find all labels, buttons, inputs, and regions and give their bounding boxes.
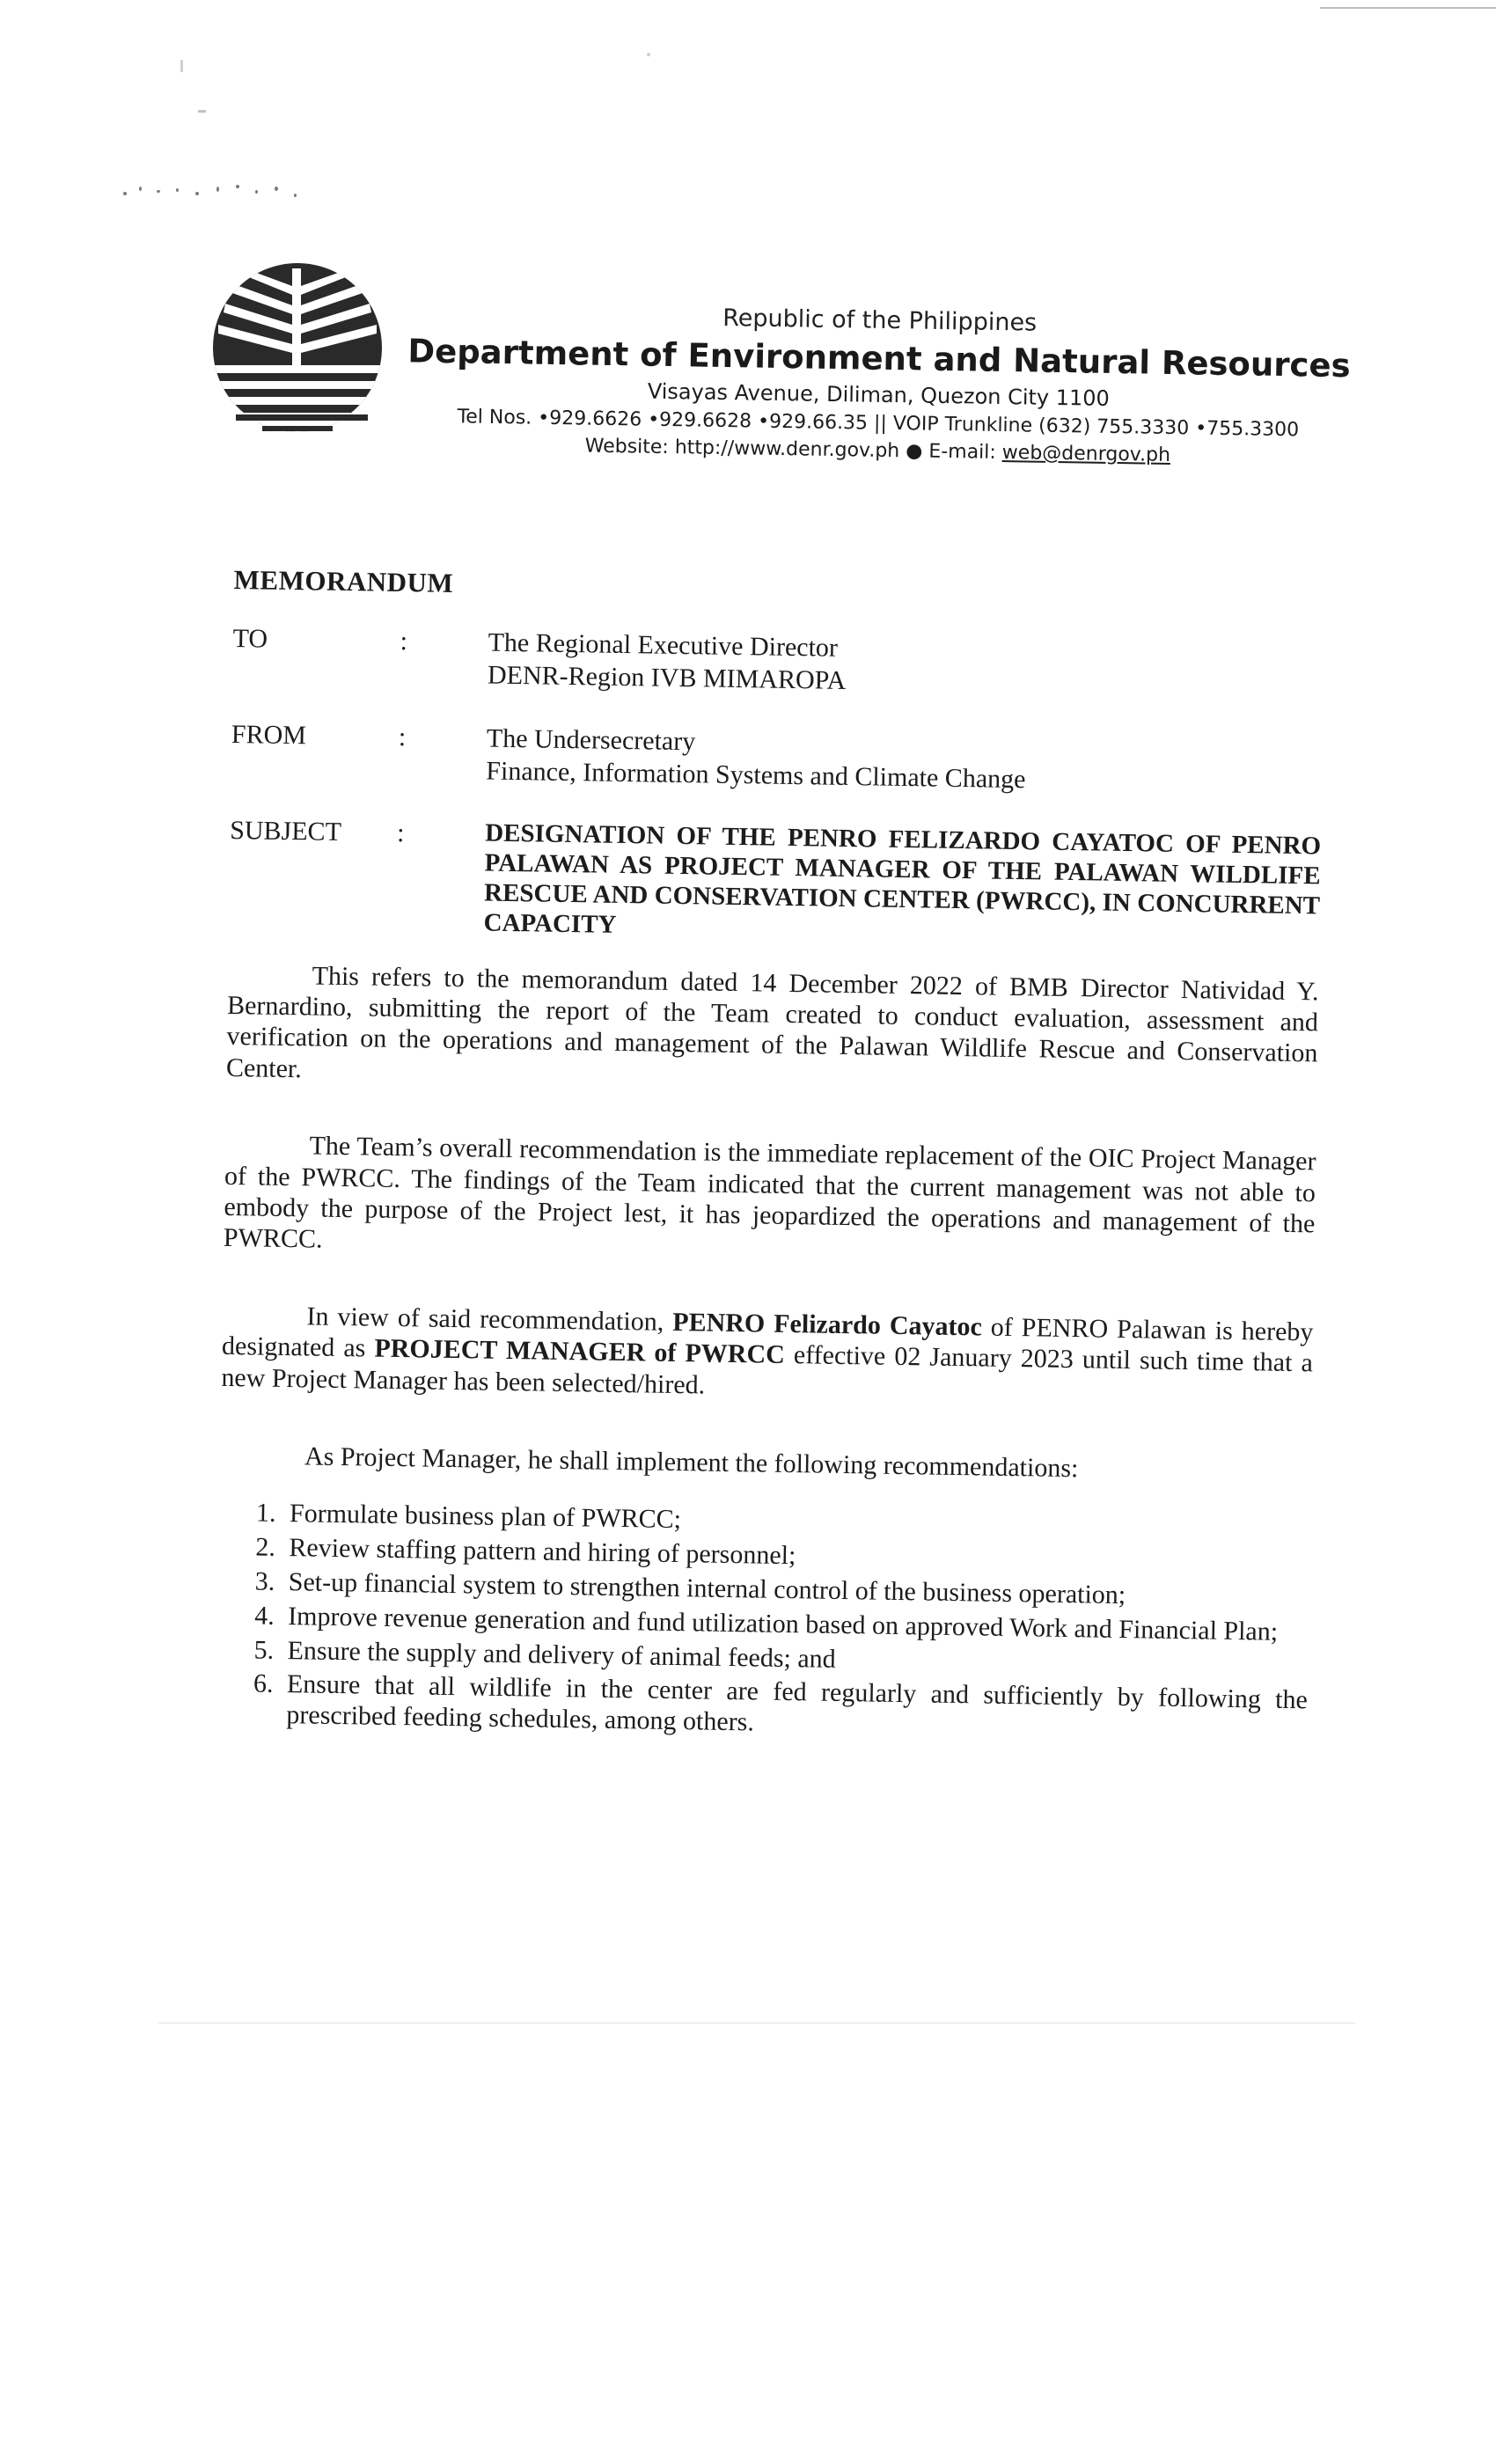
telephone-line: Tel Nos. •929.6626 •929.6628 •929.66.35 || VOIP Trunkline (632) 755.3330 •755.3300 [457,406,1300,442]
scan-artifact-line [158,2022,1355,2024]
scan-speck [157,190,160,193]
recommendations-intro: As Project Manager, he shall implement the following recommendations: [304,1441,1079,1484]
recommendation-item: 5. Ensure the supply and delivery of animal feeds; and [280,1636,1308,1683]
from-label: FROM [231,719,307,751]
scan-speck [294,194,297,197]
para3-text-a: In view of said recommendation, [306,1302,673,1337]
from-line-1: The Undersecretary [486,723,696,757]
paragraph-3 [221,1300,1314,1411]
paragraph-1: This refers to the memorandum dated 14 December 2022 of BMB Director Natividad Y. Bernardino, submitting the report of the Team created to conduct evaluation, assessment and verification on the operations and management of the Palawan Wildlife Rescue and Conservation Center. [225,961,1319,1084]
subject-label: SUBJECT [229,815,342,847]
from-colon: : [398,722,407,752]
scan-speck [255,190,258,194]
to-line-2: DENR-Region IVB MIMAROPA [487,660,847,696]
from-value [486,722,1323,801]
scan-edge-line [1320,7,1496,9]
memo-to-row [232,622,1324,705]
para3-text-c: of PENRO Palawan is hereby designated as [221,1312,1314,1363]
designee-name: PENRO Felizardo Cayatoc [672,1307,983,1342]
memo-from-row [231,718,1323,801]
recommendation-item: 4. Improve revenue generation and fund utilization based on approved Work and Financial Plan; [281,1602,1309,1648]
subject-colon: : [396,818,405,847]
scan-speck [180,60,183,72]
republic-line: Republic of the Philippines [722,304,1038,337]
scan-speck [198,110,206,113]
scan-speck [176,188,179,192]
memo-title: MEMORANDUM [233,563,454,598]
to-label: TO [232,623,268,654]
website-text: Website: http://www.denr.gov.ph ● E-mail: [584,435,1002,464]
paragraph-2: The Team’s overall recommendation is the immediate replacement of the OIC Project Manager of the PWRCC. The findings of the Team indicated that the current management was not able to embody the purpose of the Project lest, it has jeopardized the operations and management of the PWRCC. [223,1131,1316,1255]
subject-value: DESIGNATION OF THE PENRO FELIZARDO CAYATOC OF PENRO PALAWAN AS PROJECT MANAGER OF THE PALAWAN WILDLIFE RESCUE AND CONSERVATION CENTER (PWRCC), IN CONCURRENT CAPACITY [483,818,1322,940]
scan-speck [139,187,142,191]
recommendations-list [216,1498,1310,1747]
to-colon: : [400,626,408,656]
denr-tree-logo-icon [209,260,385,436]
memorandum-body [216,563,1325,1750]
recommendation-item: 3. Set-up financial system to strengthen internal control of the business operation; [282,1567,1309,1614]
scan-speck [275,187,278,191]
letterhead [385,299,1373,470]
scan-speck [123,192,127,195]
scan-speck [647,53,650,56]
department-name: Department of Environment and Natural Resources [407,332,1351,385]
recommendation-item: 1. Formulate business plan of PWRCC; [282,1499,1310,1545]
from-line-2: Finance, Information Systems and Climate Change [486,756,1026,795]
recommendation-item: 2. Review staffing pattern and hiring of personnel; [282,1533,1309,1580]
memo-subject-row [228,814,1321,951]
email-link[interactable]: web@denrgov.ph [1001,441,1171,466]
para3-text-e: effective 02 January 2023 until such time that a new Project Manager has been selected/hired. [221,1340,1314,1400]
scan-speck [216,187,219,192]
scan-speck [236,185,239,188]
department-address: Visayas Avenue, Diliman, Quezon City 1100 [647,378,1111,411]
scan-speck [195,192,199,195]
to-line-1: The Regional Executive Director [488,627,839,663]
to-value [488,626,1324,705]
designation-title: PROJECT MANAGER of PWRCC [374,1333,786,1370]
recommendation-item: 6. Ensure that all wildlife in the center are fed regularly and sufficiently by following the prescribed feeding schedules, among others. [279,1669,1308,1747]
